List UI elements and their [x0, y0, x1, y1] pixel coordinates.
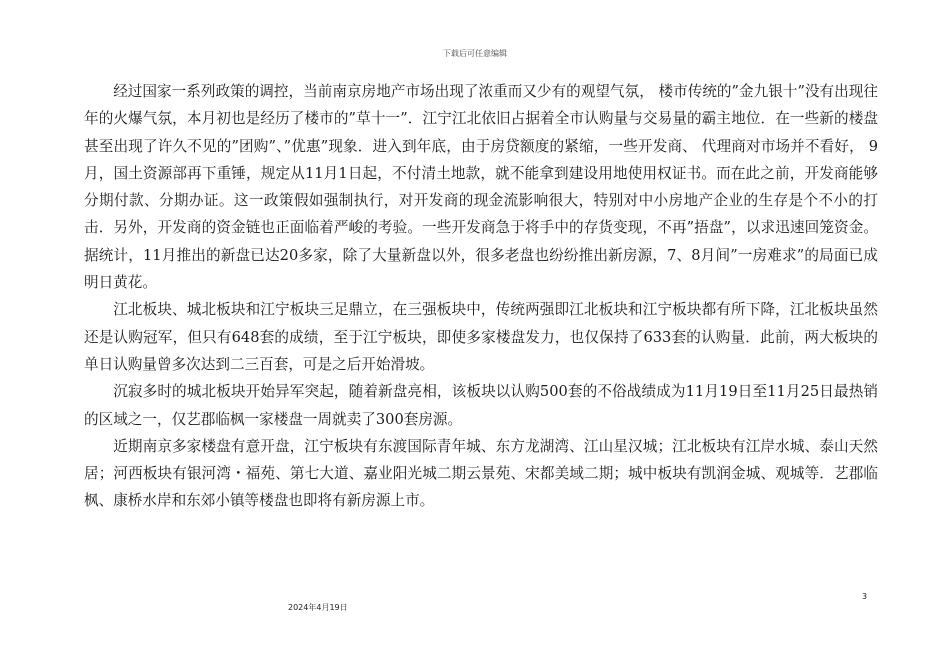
- paragraph: 经过国家一系列政策的调控，当前南京房地产市场出现了浓重而又少有的观望气氛， 楼市传统的”金九银十”没有出现往年的火爆气氛，本月初也是经历了楼市的”草十一”．江宁江北依旧占据着全市认购量与交易量的霸主地位．在一些新的楼盘甚至出现了许久不见的”团购”、”优惠”现象．进入到年底，由于房贷额度的紧缩，一些开发商、 代理商对市场并不看好， 9月，国土资源部再下重锤，规定从11月1日起，不付清土地款，就不能拿到建设用地使用权证书。而在此之前，开发商能够分期付款、分期办证。这一政策假如强制执行，对开发商的现金流影响很大，特别对中小房地产企业的生存是个不小的打击．另外，开发商的资金链也正面临着严峻的考验。一些开发商急于将手中的存货变现，不再”捂盘”，以求迅速回笼资金。据统计，11月推出的新盘已达20多家，除了大量新盘以外，很多老盘也纷纷推出新房源，7、8月间”一房难求”的局面已成明日黄花。: [84, 83, 878, 292]
- page-header: 下载后可任意编辑: [443, 49, 507, 58]
- document-body: [84, 78, 878, 515]
- page-number: 3: [862, 592, 868, 601]
- paragraph: 江北板块、城北板块和江宁板块三足鼎立，在三强板块中，传统两强即江北板块和江宁板块都有所下降，江北板块虽然还是认购冠军，但只有648套的成绩，至于江宁板块，即使多家楼盘发力，也仅保持了633套的认购量．此前，两大板块的单日认购量曾多次达到二三百套，可是之后开始滑坡。: [84, 301, 878, 373]
- footer-date: 2024年4月19日: [288, 603, 348, 612]
- paragraph: 近期南京多家楼盘有意开盘，江宁板块有东渡国际青年城、东方龙湖湾、江山星汉城；江北板块有江岸水城、泰山天然居；河西板块有银河湾・福苑、第七大道、嘉业阳光城二期云景苑、宋都美域二期；城中板块有凯润金城、观城等．艺郡临枫、康桥水岸和东郊小镇等楼盘也即将有新房源上市。: [84, 437, 878, 510]
- paragraph: 沉寂多时的城北板块开始异军突起，随着新盘亮相，该板块以认购500套的不俗战绩成为11月19日至11月25日最热销的区域之一，仅艺郡临枫一家楼盘一周就卖了300套房源。: [84, 383, 878, 428]
